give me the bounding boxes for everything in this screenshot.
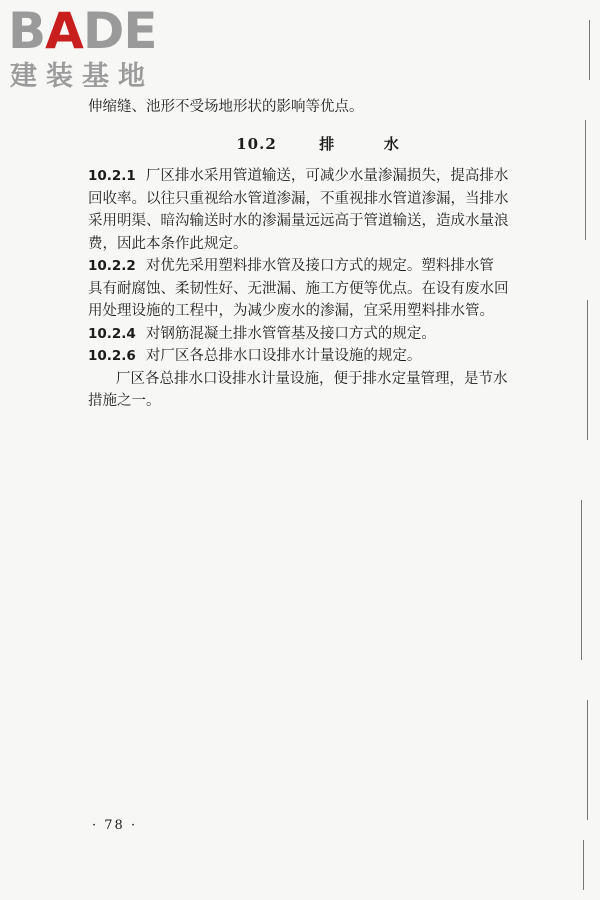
clause-line: 采用明渠、暗沟输送时水的渗漏量远远高于管道输送，造成水量浪 bbox=[88, 213, 509, 229]
clause-line: 用处理设施的工程中，为减少废水的渗漏，宜采用塑料排水管。 bbox=[88, 303, 494, 319]
binding-edge-mark bbox=[585, 120, 586, 240]
clause-number: 10.2.4 bbox=[88, 325, 136, 342]
clause-10-2-4 bbox=[88, 323, 528, 346]
binding-edge-mark bbox=[587, 700, 588, 820]
continuation-line: 伸缩缝、池形不受场地形状的影响等优点。 bbox=[88, 99, 364, 115]
clause-line: 费，因此本条作此规定。 bbox=[88, 235, 248, 252]
logo-letter-a: A bbox=[45, 2, 83, 60]
clause-text: 对钢筋混凝土排水管管基及接口方式的规定。 bbox=[145, 325, 436, 342]
clause-10-2-6 bbox=[88, 345, 528, 368]
page-number: · 78 · bbox=[92, 818, 138, 833]
clause-10-2-1 bbox=[88, 165, 528, 255]
clause-number: 10.2.2 bbox=[88, 258, 136, 274]
logo-wordmark bbox=[8, 2, 157, 60]
binding-edge-mark bbox=[589, 20, 590, 80]
clause-number: 10.2.1 bbox=[88, 168, 136, 184]
section-heading bbox=[88, 133, 528, 156]
clause-line: 具有耐腐蚀、柔韧性好、无泄漏、施工方便等优点。在设有废水回 bbox=[88, 280, 509, 297]
paragraph-line: 厂区各总排水口设排水计量设施，便于排水定量管理，是节水 bbox=[116, 370, 508, 387]
clause-line: 回收率。以往只重视给水管道渗漏，不重视排水管道渗漏，当排水 bbox=[88, 190, 509, 207]
clause-number: 10.2.6 bbox=[88, 348, 136, 364]
section-number: 10.2 bbox=[236, 134, 277, 153]
section-title-part-1: 排 bbox=[319, 134, 336, 153]
clause-text: 对厂区各总排水口设排水计量设施的规定。 bbox=[145, 348, 422, 364]
clause-line: 厂区排水采用管道输送，可减少水量渗漏损失，提高排水 bbox=[145, 168, 509, 184]
clause-line: 对优先采用塑料排水管及接口方式的规定。塑料排水管 bbox=[145, 258, 494, 274]
paragraph-line: 措施之一。 bbox=[88, 393, 161, 409]
logo-letter-b: B bbox=[8, 2, 46, 60]
closing-paragraph bbox=[88, 368, 528, 413]
logo-letters-de: DE bbox=[82, 2, 157, 60]
section-title-part-2: 水 bbox=[383, 134, 400, 153]
binding-edge-mark bbox=[583, 840, 584, 890]
binding-edge-mark bbox=[587, 300, 588, 440]
body-text bbox=[88, 96, 528, 413]
bade-logo bbox=[8, 2, 178, 96]
clause-10-2-2 bbox=[88, 255, 528, 323]
logo-subtitle: 建装基地 bbox=[10, 61, 154, 92]
binding-edge-mark bbox=[581, 500, 582, 660]
